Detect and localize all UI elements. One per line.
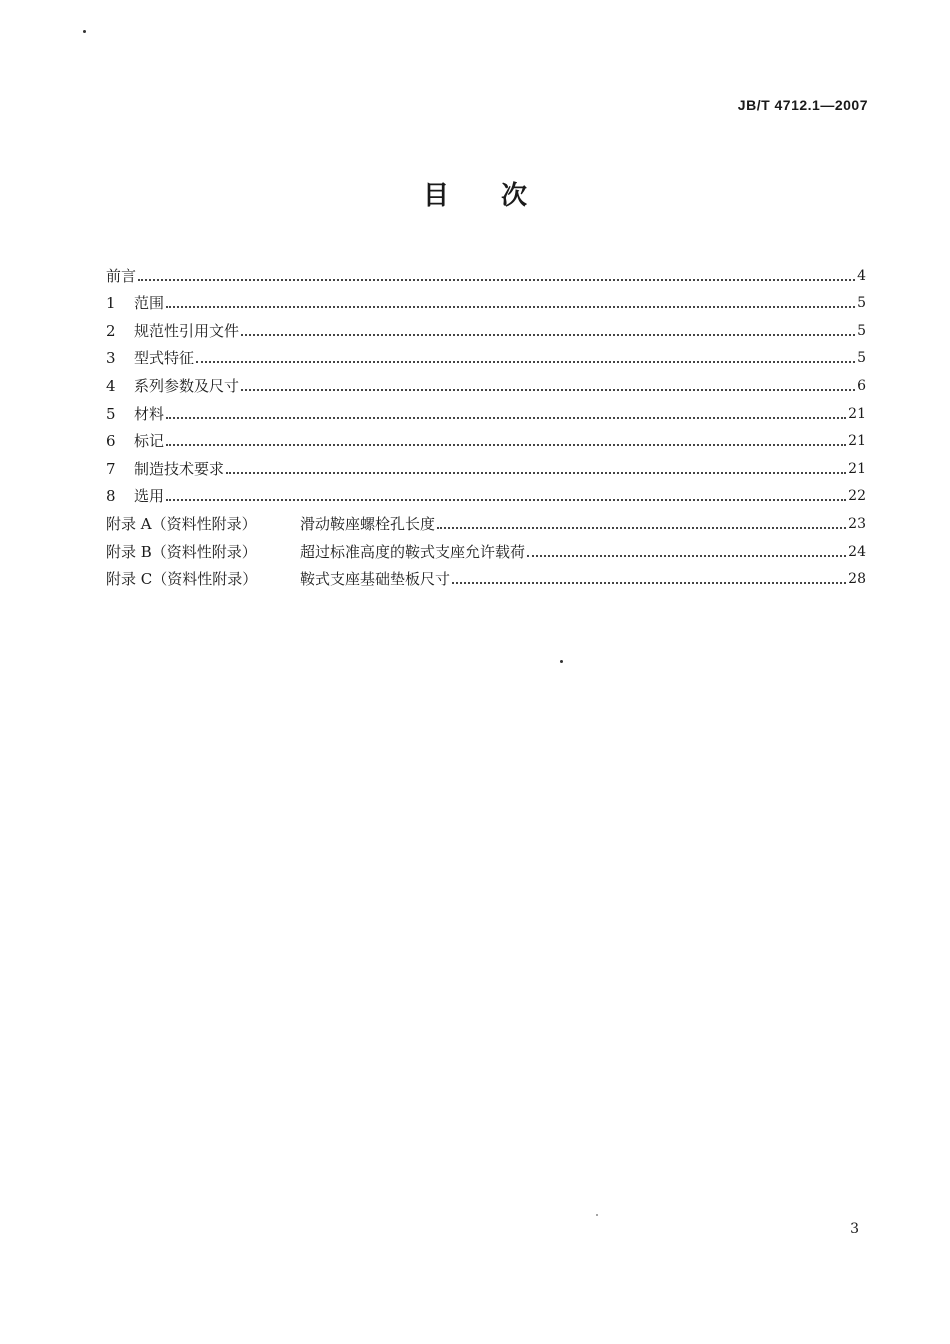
toc-entry-6[interactable] xyxy=(106,424,866,452)
toc-entry-page: 21 xyxy=(848,433,866,450)
toc-leader-dots xyxy=(138,279,855,281)
toc-entry-number: 8 xyxy=(106,487,116,506)
toc-entry-page: 6 xyxy=(857,377,866,394)
toc-entry-1[interactable] xyxy=(106,286,866,314)
toc-leader-dots xyxy=(452,582,846,584)
toc-entry-label: 选用 xyxy=(134,487,165,506)
toc-entry-label: 范围 xyxy=(134,294,165,313)
toc-entry-page: 21 xyxy=(848,460,866,477)
scan-speck xyxy=(560,660,563,663)
toc-leader-dots xyxy=(166,417,846,419)
toc-entry-page: 21 xyxy=(848,405,866,422)
toc-appendix-prefix: 附录 C（资料性附录） xyxy=(106,570,258,589)
toc-entry-number: 2 xyxy=(106,321,116,340)
toc-entry-page: 24 xyxy=(848,543,866,560)
toc-entry-2[interactable] xyxy=(106,313,866,341)
toc-entry-number: 1 xyxy=(106,294,116,313)
toc-leader-dots xyxy=(241,389,855,391)
toc-entry-page: 5 xyxy=(857,295,866,312)
toc-entry-3[interactable] xyxy=(106,341,866,369)
toc-entry-number: 3 xyxy=(106,349,116,368)
toc-entry-number: 6 xyxy=(106,432,116,451)
toc-entry-label: 前言 xyxy=(106,266,137,285)
toc-entry-page: 22 xyxy=(848,488,866,505)
toc-entry-label: 制造技术要求 xyxy=(134,459,225,478)
toc-appendix-b[interactable] xyxy=(106,534,866,562)
toc-entry-page: 5 xyxy=(857,322,866,339)
toc-entry-7[interactable] xyxy=(106,451,866,479)
toc-entry-label: 超过标准高度的鞍式支座允许载荷 xyxy=(300,542,526,561)
toc-entry-label: 规范性引用文件 xyxy=(134,321,240,340)
toc-title: 目次 xyxy=(422,181,579,211)
toc-entry-label: 鞍式支座基础垫板尺寸 xyxy=(300,570,451,589)
toc-leader-dots xyxy=(166,306,855,308)
scan-speck xyxy=(83,30,86,33)
toc-entry-page: 4 xyxy=(857,267,866,284)
toc-entry-label: 型式特征 xyxy=(134,349,195,368)
toc-entry-number: 7 xyxy=(106,459,116,478)
toc-entry-label: 材料 xyxy=(134,404,165,423)
page-number: 3 xyxy=(850,1221,859,1237)
toc-entry-4[interactable] xyxy=(106,368,866,396)
toc-leader-dots xyxy=(166,444,846,446)
toc-leader-dots xyxy=(196,361,855,363)
toc-entry-label: 滑动鞍座螺栓孔长度 xyxy=(300,514,436,533)
toc-entry-number: 4 xyxy=(106,376,116,395)
toc-entry-page: 28 xyxy=(848,571,866,588)
toc-entry-label: 系列参数及尺寸 xyxy=(134,376,240,395)
table-of-contents xyxy=(106,258,866,589)
toc-entry-preface[interactable] xyxy=(106,258,866,286)
toc-entry-8[interactable] xyxy=(106,479,866,507)
toc-entry-5[interactable] xyxy=(106,396,866,424)
toc-entry-page: 5 xyxy=(857,350,866,367)
toc-leader-dots xyxy=(166,499,846,501)
toc-entry-number: 5 xyxy=(106,404,116,423)
toc-appendix-prefix: 附录 B（资料性附录） xyxy=(106,542,257,561)
toc-appendix-a[interactable] xyxy=(106,506,866,534)
toc-leader-dots xyxy=(226,472,846,474)
toc-leader-dots xyxy=(527,555,846,557)
toc-entry-label: 标记 xyxy=(134,432,165,451)
toc-appendix-c[interactable] xyxy=(106,562,866,590)
standard-code: JB/T 4712.1—2007 xyxy=(737,97,868,113)
toc-leader-dots xyxy=(241,334,855,336)
toc-leader-dots xyxy=(437,527,846,529)
scan-speck xyxy=(596,1214,598,1216)
toc-entry-page: 23 xyxy=(848,515,866,532)
toc-appendix-prefix: 附录 A（资料性附录） xyxy=(106,514,257,533)
